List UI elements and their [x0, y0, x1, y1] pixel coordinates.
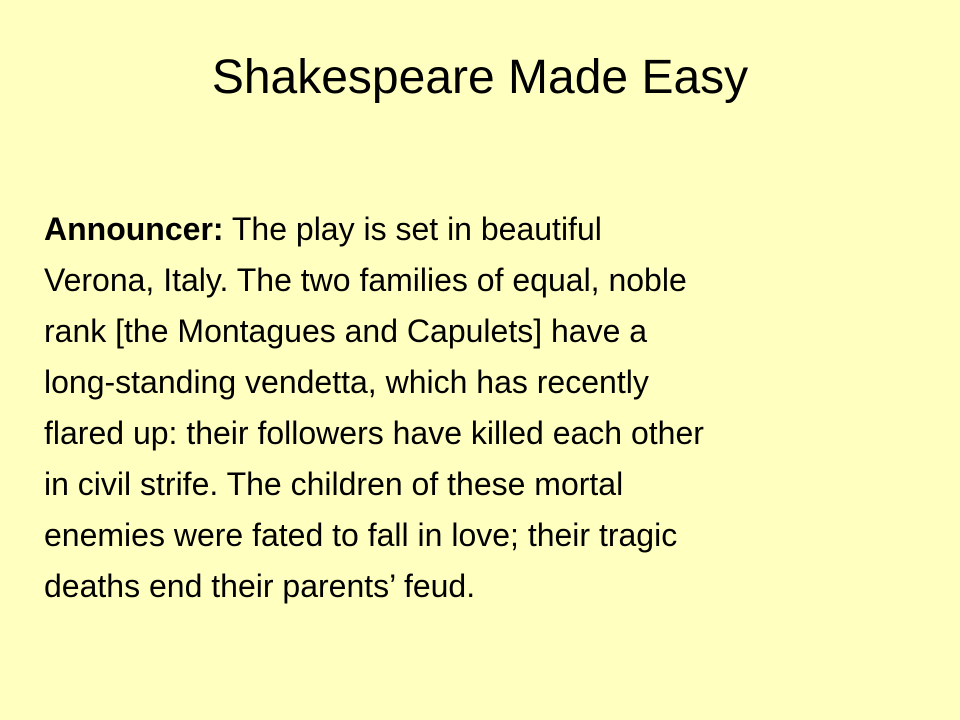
body-line-7: enemies were fated to fall in love; their tragic	[44, 517, 678, 553]
body-line-6: in civil strife. The children of these mortal	[44, 466, 624, 502]
body-line-8: deaths end their parents’ feud.	[44, 568, 476, 604]
speaker-label: Announcer:	[44, 211, 224, 247]
body-line-2: Verona, Italy. The two families of equal, noble	[44, 262, 687, 298]
body-line-3: rank [the Montagues and Capulets] have a	[44, 313, 648, 349]
slide-body	[44, 204, 934, 612]
body-line-1	[44, 204, 934, 255]
slide-title: Shakespeare Made Easy	[211, 51, 749, 104]
body-line-5: flared up: their followers have killed each other	[44, 415, 704, 451]
body-line-text: The play is set in beautiful	[223, 211, 602, 247]
body-line-4: long-standing vendetta, which has recently	[44, 364, 649, 400]
